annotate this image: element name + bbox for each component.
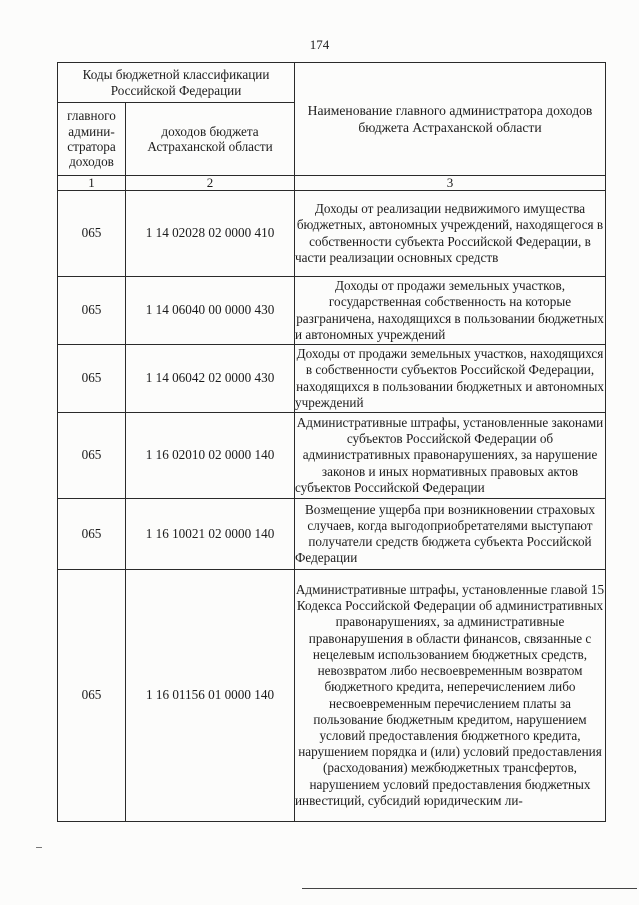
table-row <box>58 413 606 499</box>
admin-code-cell: 065 <box>58 570 126 822</box>
description-cell: Доходы от продажи земельных участков, государственная собственность на которые разграничена, находящихся в пользовании бюджетных и автономных учреждений <box>295 277 606 345</box>
budget-code-cell: 1 14 02028 02 0000 410 <box>126 191 295 277</box>
description-cell: Административные штрафы, установленные законами субъектов Российской Федерации об административных правонарушениях, за нарушение законов и иных нормативных правовых актов субъектов Российской Федерации <box>295 413 606 499</box>
budget-code-cell: 1 16 02010 02 0000 140 <box>126 413 295 499</box>
description-cell: Доходы от реализации недвижимого имущества бюджетных, автономных учреждений, находящегося в собственности субъекта Российской Федерации, в части реализации основных средств <box>295 191 606 277</box>
admin-code-cell: 065 <box>58 191 126 277</box>
column-number-2: 2 <box>126 176 295 191</box>
admin-code-cell: 065 <box>58 413 126 499</box>
description-cell: Административные штрафы, установленные главой 15 Кодекса Российской Федерации об административных правонарушениях, за административные правонарушения в области финансов, связанные с нецелевым использованием бюджетных средств, невозвратом либо несвоевременным возвратом бюджетного кредита, неперечислением либо несвоевременным перечислением платы за пользование бюджетным кредитом, нарушением условий предоставления бюджетного кредита, нарушением порядка и (или) условий предоставления (расходования) межбюджетных трансфертов, нарушением условий предоставления бюджетных инвестиций, субсидий юридическим ли- <box>295 570 606 822</box>
budget-code-cell: 1 16 10021 02 0000 140 <box>126 499 295 570</box>
page-number: 174 <box>309 37 330 52</box>
header-budget-revenues: доходов бюджета Астраханской области <box>126 103 295 176</box>
table-row <box>58 570 606 822</box>
scan-mark <box>36 847 42 848</box>
admin-code-cell: 065 <box>58 345 126 413</box>
column-number-3: 3 <box>295 176 606 191</box>
admin-code-cell: 065 <box>58 277 126 345</box>
budget-codes-table <box>57 62 606 822</box>
table-row <box>58 277 606 345</box>
table-row <box>58 345 606 413</box>
budget-code-cell: 1 14 06042 02 0000 430 <box>126 345 295 413</box>
budget-code-cell: 1 14 06040 00 0000 430 <box>126 277 295 345</box>
column-number-1: 1 <box>58 176 126 191</box>
header-main-administrator: главного админи-стратора доходов <box>58 103 126 176</box>
budget-code-cell: 1 16 01156 01 0000 140 <box>126 570 295 822</box>
table-row <box>58 499 606 570</box>
admin-code-cell: 065 <box>58 499 126 570</box>
description-cell: Доходы от продажи земельных участков, находящихся в собственности субъектов Российской Федерации, находящихся в пользовании бюджетных и автономных учреждений <box>295 345 606 413</box>
header-budget-classification-codes: Коды бюджетной классификации Российской Федерации <box>58 63 295 103</box>
header-administrator-name: Наименование главного администратора доходов бюджета Астраханской области <box>295 63 606 176</box>
footer-rule <box>302 888 637 889</box>
table-row <box>58 191 606 277</box>
description-cell: Возмещение ущерба при возникновении страховых случаев, когда выгодоприобретателями выступают получатели средств бюджета субъекта Российской Федерации <box>295 499 606 570</box>
